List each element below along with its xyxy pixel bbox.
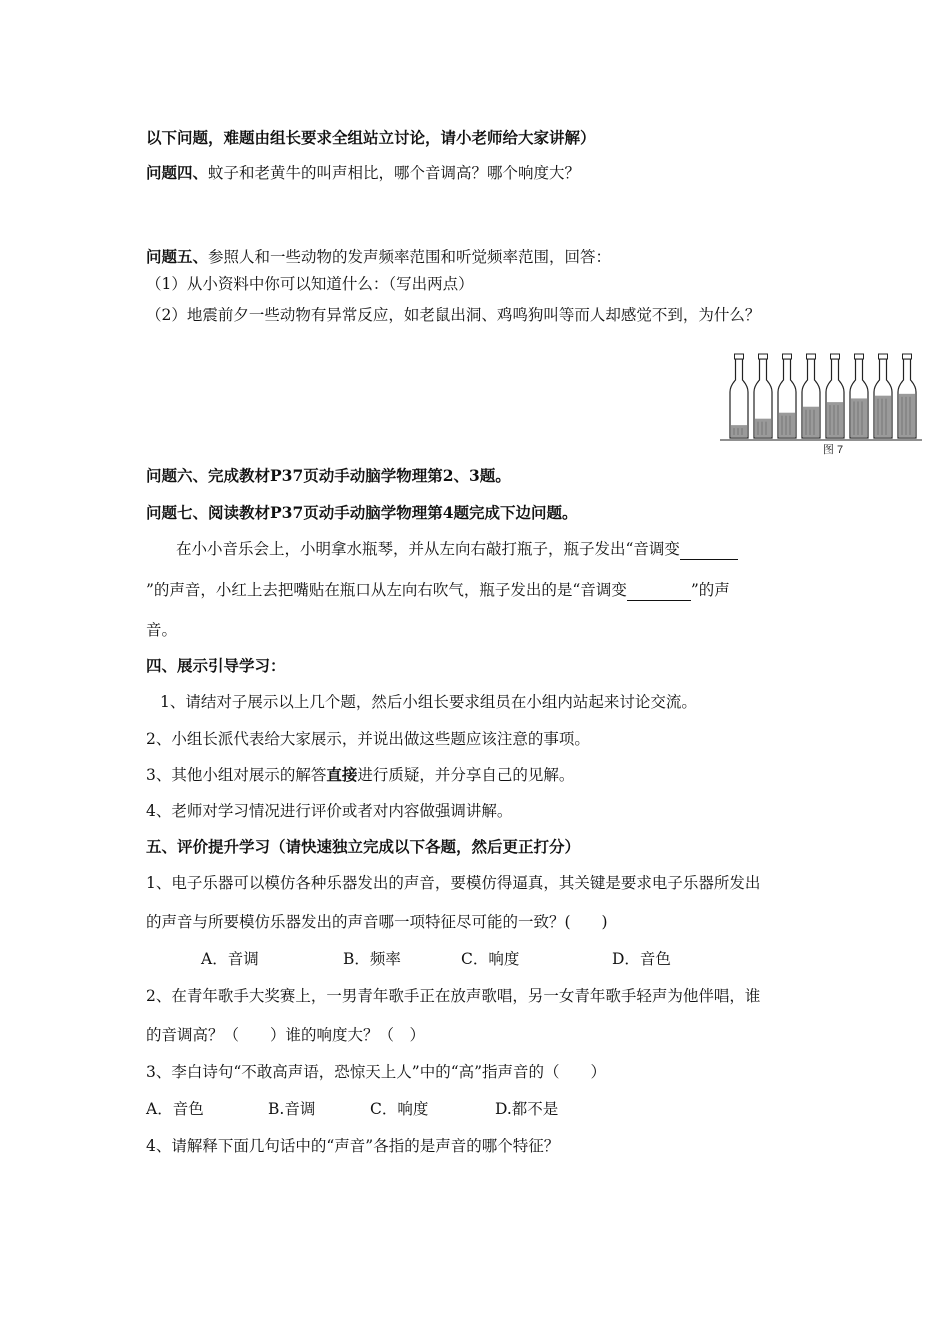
exercise-4: 4、请解释下面几句话中的“声音”各指的是声音的哪个特征？ — [146, 1137, 560, 1155]
item-3-pre: 3、其他小组对展示的解答 — [146, 766, 327, 784]
question-5-label: 问题五、 — [146, 247, 209, 266]
question-4-text: 蚊子和老黄牛的叫声相比，哪个音调高？哪个响度大？ — [208, 164, 581, 182]
exercise-1-option-d[interactable]: D．音色 — [612, 950, 671, 968]
exercise-3: 3、李白诗句“不敢高声语，恐惊天上人”中的“高”指声音的（ ） — [146, 1063, 607, 1081]
bottle-4 — [802, 354, 820, 438]
exercise-3-option-b[interactable]: B.音调 — [268, 1100, 316, 1118]
exercise-1-line-1: 1、电子乐器可以模仿各种乐器发出的声音，要模仿得逼真，其关键是要求电子乐器所发出 — [146, 874, 761, 892]
paragraph-text-2b: ”的声 — [690, 581, 730, 599]
bottle-8 — [898, 354, 916, 438]
water-bottles-figure — [718, 352, 924, 458]
question-5-text: 参照人和一些动物的发声频率范围和听觉频率范围，回答： — [208, 248, 612, 266]
question-7-title: 问题七、阅读教材P37页动手动脑学物理第4题完成下边问题。 — [146, 503, 578, 522]
exercise-1-option-c[interactable]: C．响度 — [461, 950, 520, 968]
bottle-water-5 — [827, 402, 843, 437]
bottle-water-4 — [803, 407, 819, 437]
exercise-1-option-a[interactable]: A．音调 — [201, 950, 259, 968]
question-4-label: 问题四、 — [146, 163, 209, 182]
section-4-item-1: 1、请结对子展示以上几个题，然后小组长要求组员在小组内站起来讨论交流。 — [160, 693, 697, 711]
question-7-paragraph-line-2 — [146, 580, 730, 601]
exercise-1-line-2: 的声音与所要模仿乐器发出的声音哪一项特征尽可能的一致？( ) — [146, 913, 608, 931]
bottle-water-2 — [755, 419, 771, 437]
bottle-water-7 — [875, 396, 891, 437]
bottle-2 — [754, 354, 772, 438]
question-5-sub-2: （2）地震前夕一些动物有异常反应，如老鼠出洞、鸡鸣狗叫等而人却感觉不到，为什么？ — [146, 306, 761, 324]
section-5-title: 五、评价提升学习（请快速独立完成以下各题，然后更正打分） — [146, 837, 581, 856]
exercise-1-option-b[interactable]: B．频率 — [343, 950, 401, 968]
bottle-3 — [778, 354, 796, 438]
bottle-6 — [850, 354, 868, 438]
bottle-7 — [874, 354, 892, 438]
answer-blank-1[interactable] — [680, 539, 738, 560]
question-5-sub-1: （1）从小资料中你可以知道什么：（写出两点） — [146, 275, 474, 293]
bottle-1 — [730, 354, 748, 438]
exercise-3-option-a[interactable]: A．音色 — [146, 1100, 204, 1118]
exercise-3-option-d[interactable]: D.都不是 — [495, 1100, 559, 1118]
bottle-water-1 — [731, 425, 747, 437]
bottle-water-8 — [899, 394, 915, 437]
item-3-post: 进行质疑，并分享自己的见解。 — [357, 766, 575, 784]
item-3-bold: 直接 — [326, 765, 358, 784]
question-7-paragraph-line-1 — [176, 539, 738, 560]
exercise-2-line-2: 的音调高？（ ）谁的响度大？（ ） — [146, 1026, 426, 1044]
question-6: 问题六、完成教材P37页动手动脑学物理第2、3题。 — [146, 466, 511, 485]
section-4-item-2: 2、小组长派代表给大家展示，并说出做这些题应该注意的事项。 — [146, 730, 590, 748]
bottle-5 — [826, 354, 844, 438]
paragraph-text-1: 在小小音乐会上，小明拿水瓶琴，并从左向右敲打瓶子，瓶子发出“音调变 — [176, 540, 680, 558]
exercise-3-option-c[interactable]: C．响度 — [370, 1100, 429, 1118]
exercise-2-line-1: 2、在青年歌手大奖赛上，一男青年歌手正在放声歌唱，另一女青年歌手轻声为他伴唱，谁 — [146, 987, 761, 1005]
section-4-item-3 — [146, 765, 574, 785]
question-7-paragraph-line-3: 音。 — [146, 621, 178, 639]
intro-line: 以下问题，难题由组长要求全组站立讨论，请小老师给大家讲解） — [146, 128, 596, 147]
question-5 — [146, 247, 611, 267]
paragraph-text-2a: ”的声音，小红上去把嘴贴在瓶口从左向右吹气，瓶子发出的是“音调变 — [146, 581, 627, 599]
figure-caption: 图 7 — [822, 444, 844, 456]
bottle-water-3 — [779, 413, 795, 437]
bottle-water-6 — [851, 398, 867, 437]
section-4-item-4: 4、老师对学习情况进行评价或者对内容做强调讲解。 — [146, 802, 513, 820]
section-4-title: 四、展示引导学习： — [146, 656, 286, 675]
question-4 — [146, 163, 580, 183]
answer-blank-2[interactable] — [627, 580, 691, 601]
bottle-group — [730, 354, 916, 438]
